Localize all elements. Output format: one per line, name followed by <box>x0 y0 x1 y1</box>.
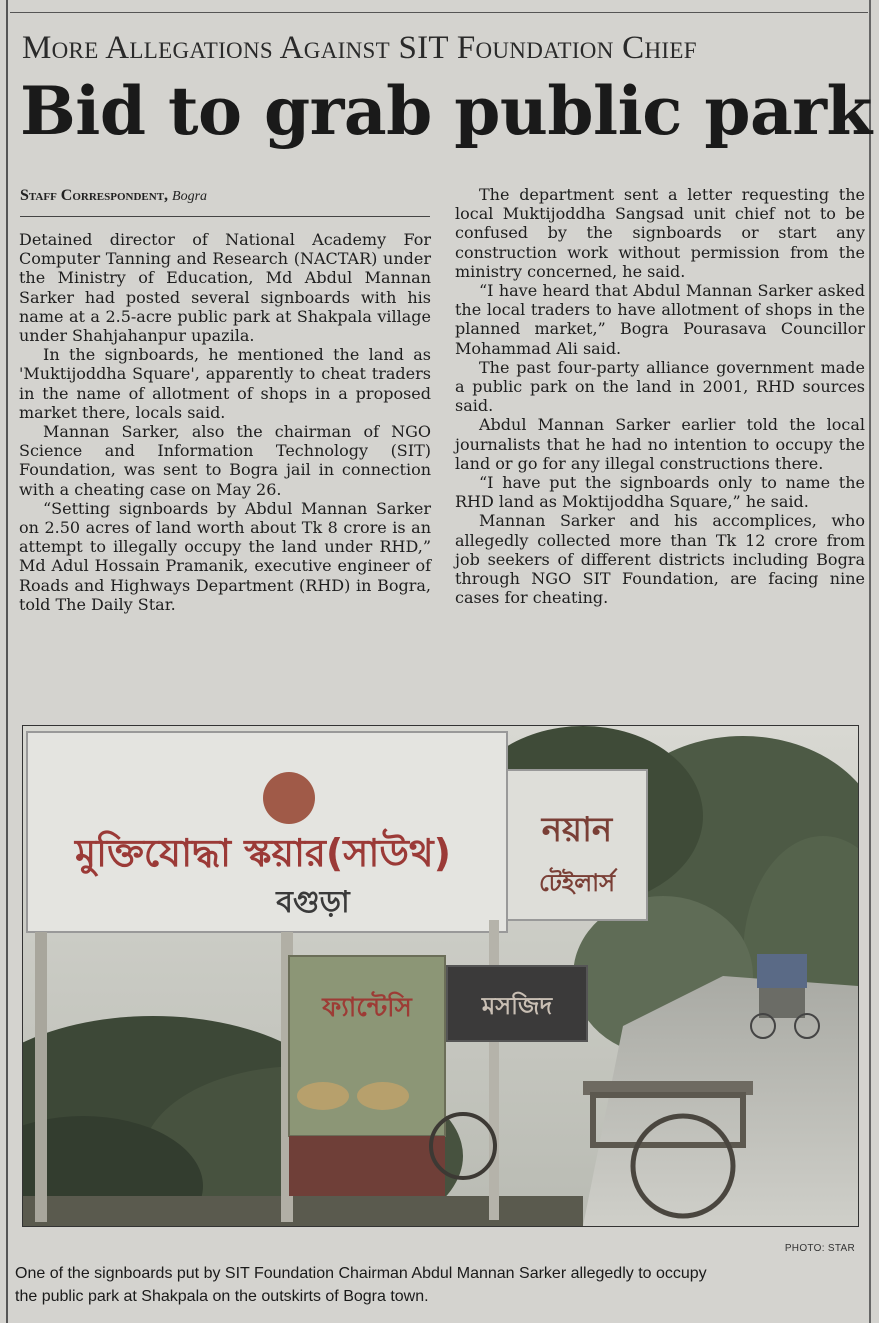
paragraph: In the signboards, he mentioned the land as 'Muktijoddha Square', apparently to cheat traders in the name of allotment of shops in a proposed market there, locals said. <box>19 345 431 422</box>
photo-caption <box>15 1262 865 1308</box>
article-column-2 <box>455 185 865 607</box>
paragraph: Detained director of National Academy For Computer Tanning and Research (NACTAR) under the Ministry of Education, Md Abdul Mannan Sarker had posted several signboards with his name at a 2.5-acre public park at Shakpala village under Shahjahanpur upazila. <box>19 230 431 346</box>
paragraph: “I have put the signboards only to name the RHD land as Moktijoddha Square,” he said. <box>455 473 865 512</box>
page-border-right <box>869 0 871 1323</box>
paragraph: “Setting signboards by Abdul Mannan Sarker on 2.50 acres of land worth about Tk 8 crore is an attempt to illegally occupy the land under RHD,” Md Adul Hossain Pramanik, executive engineer of Roads and Highways Department (RHD) in Bogra, told The Daily Star. <box>19 498 431 614</box>
headline: Bid to grab public park <box>20 72 872 150</box>
paragraph: Mannan Sarker and his accomplices, who allegedly collected more than Tk 12 crore from job seekers of different districts including Bogra through NGO SIT Foundation, are facing nine cases for cheating. <box>455 511 865 608</box>
paragraph: Mannan Sarker, also the chairman of NGO Science and Information Technology (SIT) Foundation, was sent to Bogra jail in connection with a cheating case on May 26. <box>19 422 431 499</box>
sign-main-text: মুক্তিযোদ্ধা স্কয়ার(সাউথ) <box>75 831 451 875</box>
photo-illustration <box>23 726 858 1226</box>
top-rule <box>10 12 868 13</box>
sign-right-text: নয়ান <box>541 810 613 850</box>
paragraph: The department sent a letter requesting the local Muktijoddha Sangsad unit chief not to be confused by the signboards or start any construction work without permission from the ministry concerned, he said. <box>455 185 865 281</box>
paragraph: Abdul Mannan Sarker earlier told the local journalists that he had no intention to occupy the land or go for any illegal constructions there. <box>455 415 865 473</box>
sign-green-text: ফ্যান্টেসি <box>322 993 412 1023</box>
kicker: More Allegations Against SIT Foundation Chief <box>22 30 697 66</box>
article-column-1 <box>19 230 431 614</box>
sign-lower-text: মসজিদ <box>481 992 553 1020</box>
caption-line-2: the public park at Shakpala on the outskirts of Bogra town. <box>15 1288 429 1305</box>
sign-right-sub-text: টেইলার্স <box>539 869 615 897</box>
green-signboard <box>289 956 445 1136</box>
byline-location: Bogra <box>172 189 208 204</box>
byline <box>20 187 430 205</box>
paragraph: “I have heard that Abdul Mannan Sarker asked the local traders to have allotment of shops in the planned market,” Bogra Pourasava Councillor Mohammad Ali said. <box>455 281 865 358</box>
sign-emblem <box>263 772 315 824</box>
page-border-left <box>6 0 8 1323</box>
byline-rule <box>20 216 430 217</box>
byline-name: Staff Correspondent, <box>20 187 169 204</box>
sign-sub-text: বগুড়া <box>276 885 350 920</box>
news-photo <box>22 725 859 1227</box>
paragraph: The past four-party alliance government made a public park on the land in 2001, RHD sources said. <box>455 357 865 416</box>
photo-credit: PHOTO: STAR <box>784 1243 855 1254</box>
caption-line-1: One of the signboards put by SIT Foundation Chairman Abdul Mannan Sarker allegedly to occupy <box>15 1265 707 1282</box>
